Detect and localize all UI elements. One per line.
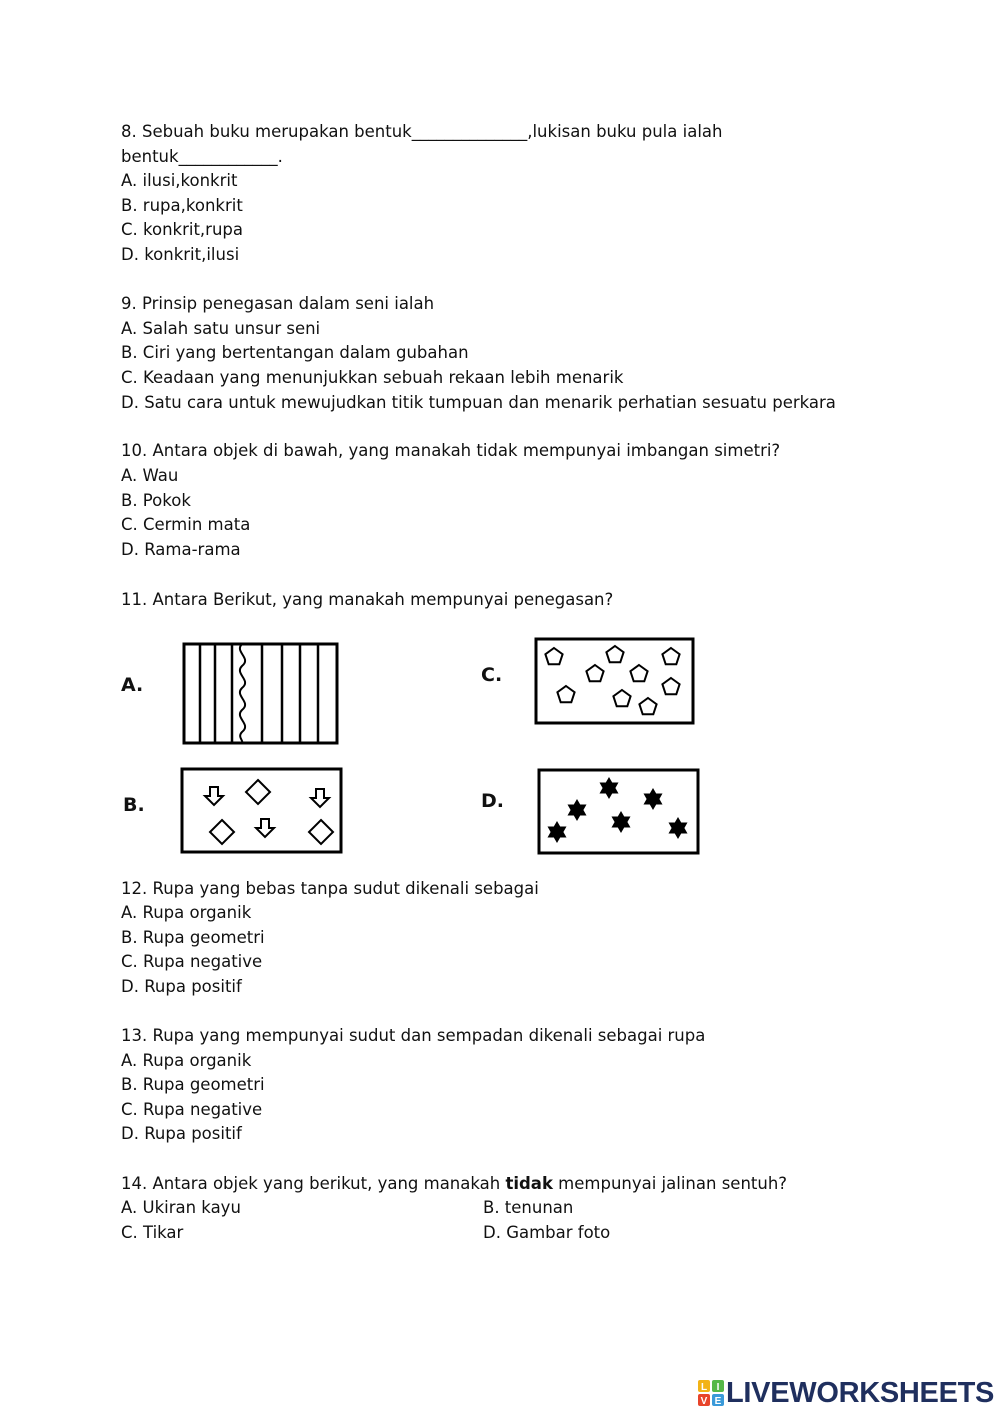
q11-label-a: A. [121,674,144,696]
q12-option-a: A. Rupa organik [121,903,252,922]
wavy-line-emphasis [240,644,245,743]
figure-d-frame [539,770,698,853]
q13-option-a: A. Rupa organik [121,1051,252,1070]
arrow-down-icon [205,787,223,805]
q9-option-a: A. Salah satu unsur seni [121,319,321,338]
star-icon [548,821,567,843]
liveworksheets-logo-text: LIVEWORKSHEETS [726,1376,995,1409]
q8-option-b: B. rupa,konkrit [121,196,243,215]
liveworksheets-logo [698,1378,994,1408]
q12-option-c: C. Rupa negative [121,952,263,971]
q14-text-after: mempunyai jalinan sentuh? [552,1174,788,1193]
pentagon-shape [557,686,574,702]
arrow-down-icon [311,789,329,807]
q11-label-b: B. [123,794,145,816]
q14-text-bold: tidak [505,1174,553,1193]
pentagon-shape [606,646,623,662]
q13-option-c: C. Rupa negative [121,1100,263,1119]
q10-option-b: B. Pokok [121,491,191,510]
diamond-shape [210,820,234,844]
q9-option-d: D. Satu cara untuk mewujudkan titik tumpuan dan menarik perhatian sesuatu perkara [121,393,836,412]
figure-a-frame [184,644,337,743]
q8-option-a: A. ilusi,konkrit [121,171,238,190]
logo-icon-letter: E [714,1396,722,1406]
q8-option-c: C. konkrit,rupa [121,220,243,239]
pentagon-shape [586,665,603,681]
q10-option-c: C. Cermin mata [121,515,251,534]
logo-icon-letter: V [700,1396,708,1406]
logo-icon-letter: I [716,1382,720,1393]
q12-option-d: D. Rupa positif [121,977,242,996]
arrow-down-icon [256,819,274,837]
q10-option-a: A. Wau [121,466,179,485]
q9-text: 9. Prinsip penegasan dalam seni ialah [121,294,435,313]
star-icon [568,799,587,821]
diamond-shape [246,780,270,804]
q10-option-d: D. Rama-rama [121,540,241,559]
q11-figure-b [180,767,344,855]
q14-option-c: C. Tikar [121,1223,184,1242]
pentagon-shape [639,698,656,714]
pentagon-shape [545,648,562,664]
q13-option-d: D. Rupa positif [121,1124,242,1143]
q8-option-d: D. konkrit,ilusi [121,245,240,264]
q12-option-b: B. Rupa geometri [121,928,265,947]
q11-text: 11. Antara Berikut, yang manakah mempunyai penegasan? [121,590,614,609]
q9-option-c: C. Keadaan yang menunjukkan sebuah rekaan lebih menarik [121,368,624,387]
pentagon-shape [630,665,647,681]
logo-icon-letter: L [700,1382,708,1393]
q14-text-before: 14. Antara objek yang berikut, yang manakah [121,1174,506,1193]
q9-option-b: B. Ciri yang bertentangan dalam gubahan [121,343,469,362]
diamond-shape [309,820,333,844]
star-icon [669,817,688,839]
q11-label-d: D. [481,790,504,812]
q14-option-b: B. tenunan [483,1198,574,1217]
q11-figure-c [534,637,696,726]
q11-label-c: C. [481,664,503,686]
q8-text-line2: bentuk____________. [121,147,283,166]
q13-text: 13. Rupa yang mempunyai sudut dan sempadan dikenali sebagai rupa [121,1026,706,1045]
q14-option-d: D. Gambar foto [483,1223,611,1242]
q14-text [121,1174,787,1194]
pentagon-shape [613,690,630,706]
q13-option-b: B. Rupa geometri [121,1075,265,1094]
q14-option-a: A. Ukiran kayu [121,1198,241,1217]
q11-figure-d [537,768,701,856]
q8-text-line1: 8. Sebuah buku merupakan bentuk______________,lukisan buku pula ialah [121,122,723,141]
pentagon-shape [662,648,679,664]
star-icon [612,811,631,833]
q11-figure-a [182,642,340,746]
q10-text: 10. Antara objek di bawah, yang manakah tidak mempunyai imbangan simetri? [121,441,781,460]
star-icon [600,777,619,799]
star-icon [644,788,663,810]
q12-text: 12. Rupa yang bebas tanpa sudut dikenali sebagai [121,879,539,898]
liveworksheets-logo-icon [698,1380,724,1406]
pentagon-shape [662,678,679,694]
